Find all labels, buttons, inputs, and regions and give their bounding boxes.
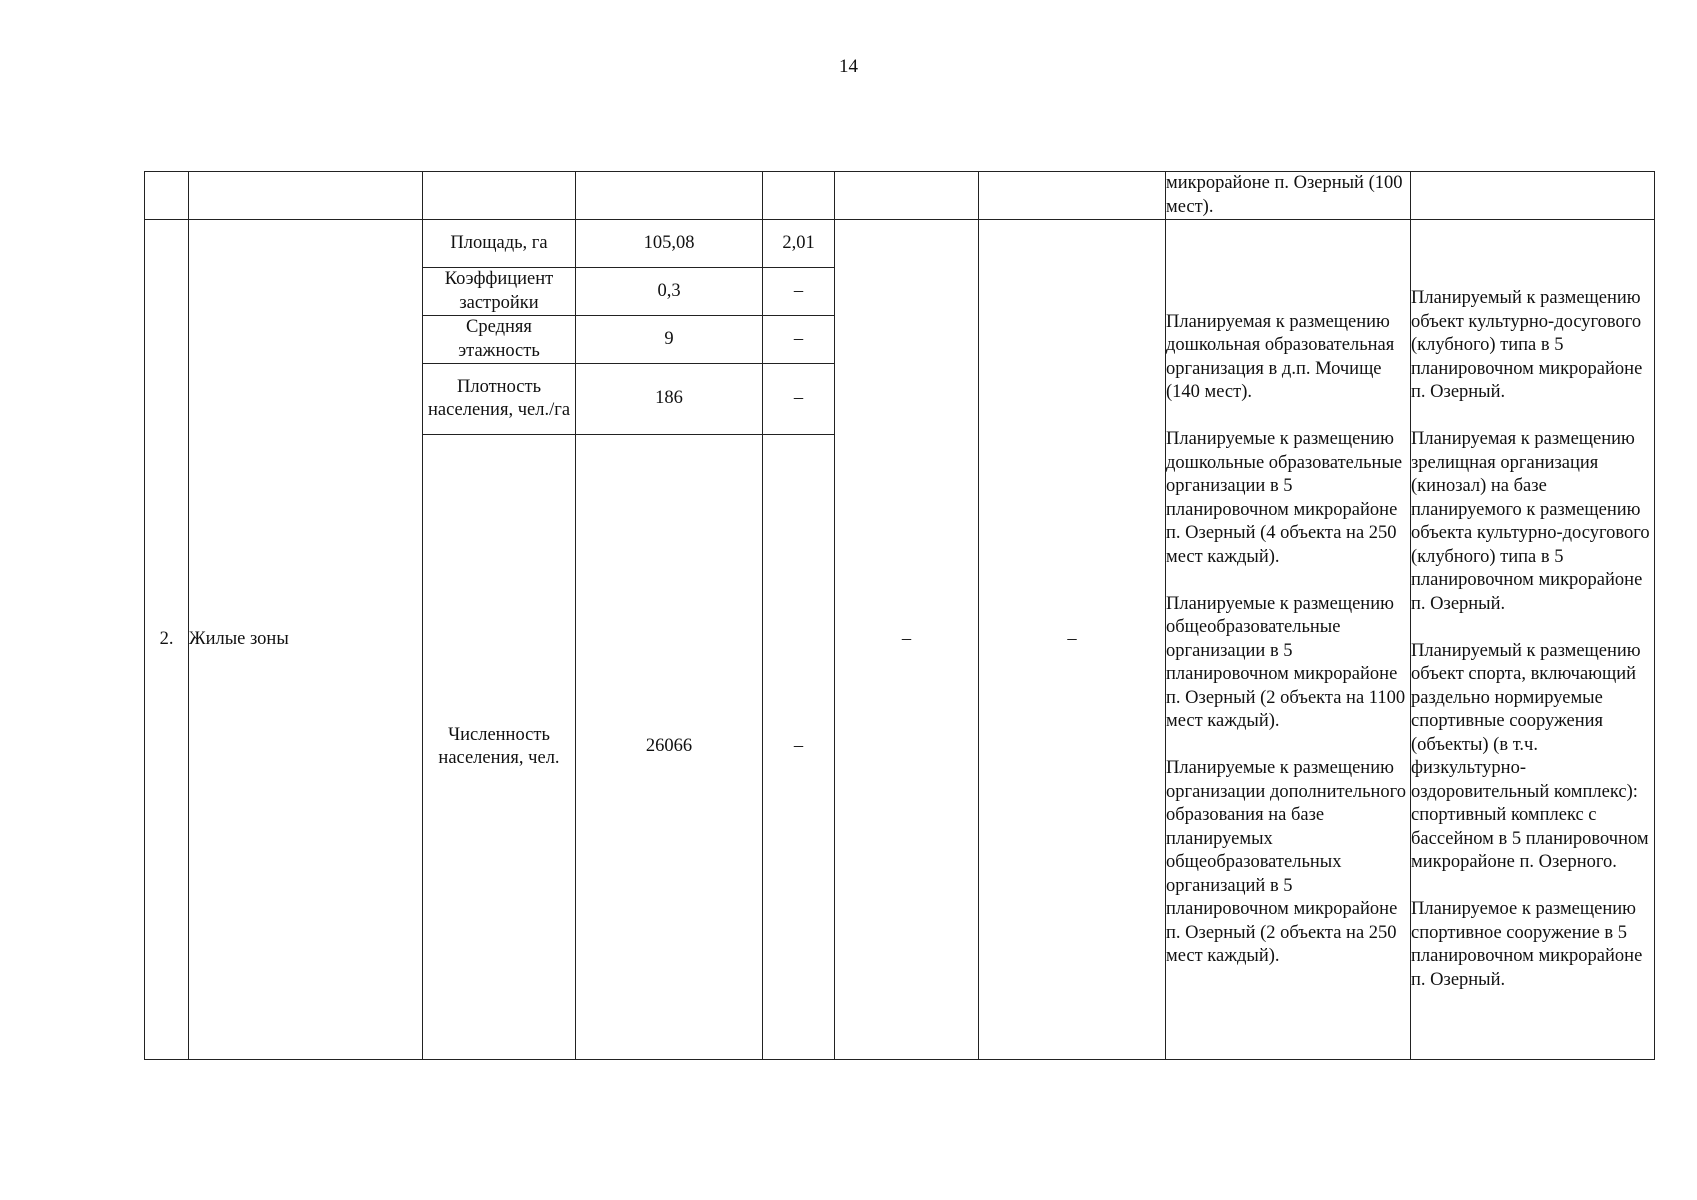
page-number: 14 <box>839 56 858 77</box>
table-row <box>145 220 1655 268</box>
culture-sport-objects-cell <box>1411 220 1655 1060</box>
metric-label: Средняя этажность <box>423 316 576 364</box>
education-paragraph: Планируемые к размещению дошкольные образовательные организации в 5 планировочном микрорайоне п. Озерный (4 объекта на 250 мест каждый). <box>1166 429 1403 567</box>
row-index: 2. <box>145 220 189 1060</box>
col7-value: – <box>979 220 1166 1060</box>
zones-table <box>144 171 1655 1060</box>
col6-value: – <box>835 220 979 1060</box>
empty-cell <box>423 172 576 220</box>
continuation-row <box>145 172 1655 220</box>
education-objects-cell <box>1166 220 1411 1060</box>
metric-value: 26066 <box>576 435 763 1060</box>
empty-cell <box>979 172 1166 220</box>
metric-value: 9 <box>576 316 763 364</box>
metric-extra: – <box>763 268 835 316</box>
empty-cell <box>189 172 423 220</box>
education-paragraph: Планируемые к размещению организации дополнительного образования на базе планируемых общеобразовательных организаций в 5 планировочном микрорайоне п. Озерный (2 объекта на 250 мест каждый). <box>1166 758 1407 966</box>
metric-label: Плотность населения, чел./га <box>423 364 576 435</box>
culture-sport-paragraph: Планируемое к размещению спортивное сооружение в 5 планировочном микрорайоне п. Озерный. <box>1411 899 1643 990</box>
culture-sport-paragraph: Планируемый к размещению объект спорта, включающий раздельно нормируемые спортивные сооружения (объекты) (в т.ч. физкультурно-оздоровительный комплекс): спортивный комплекс с бассейном в 5 планировочном микрорайоне п. Озерного. <box>1411 640 1649 872</box>
metric-value: 0,3 <box>576 268 763 316</box>
metric-value: 105,08 <box>576 220 763 268</box>
metric-extra: – <box>763 316 835 364</box>
metric-value: 186 <box>576 364 763 435</box>
metric-extra: 2,01 <box>763 220 835 268</box>
metric-extra: – <box>763 435 835 1060</box>
empty-cell <box>835 172 979 220</box>
culture-sport-paragraph: Планируемая к размещению зрелищная организация (кинозал) на базе планируемого к размещению объекта культурно-досугового (клубного) типа в 5 планировочном микрорайоне п. Озерный. <box>1411 429 1650 614</box>
empty-cell <box>145 172 189 220</box>
metric-label: Площадь, га <box>423 220 576 268</box>
metric-label: Численность населения, чел. <box>423 435 576 1060</box>
continuation-text: микрорайоне п. Озерный (100 мест). <box>1166 172 1411 220</box>
education-paragraph: Планируемые к размещению общеобразовательные организации в 5 планировочном микрорайоне п. Озерный (2 объекта на 1100 мест каждый). <box>1166 593 1406 731</box>
metric-label: Коэффициент застройки <box>423 268 576 316</box>
zone-name: Жилые зоны <box>189 220 423 1060</box>
culture-sport-paragraph: Планируемый к размещению объект культурно-досугового (клубного) типа в 5 планировочном микрорайоне п. Озерный. <box>1411 288 1643 402</box>
empty-cell <box>763 172 835 220</box>
empty-cell <box>576 172 763 220</box>
metric-extra: – <box>763 364 835 435</box>
empty-cell <box>1411 172 1655 220</box>
education-paragraph: Планируемая к размещению дошкольная образовательная организация в д.п. Мочище (140 мест). <box>1166 311 1395 402</box>
